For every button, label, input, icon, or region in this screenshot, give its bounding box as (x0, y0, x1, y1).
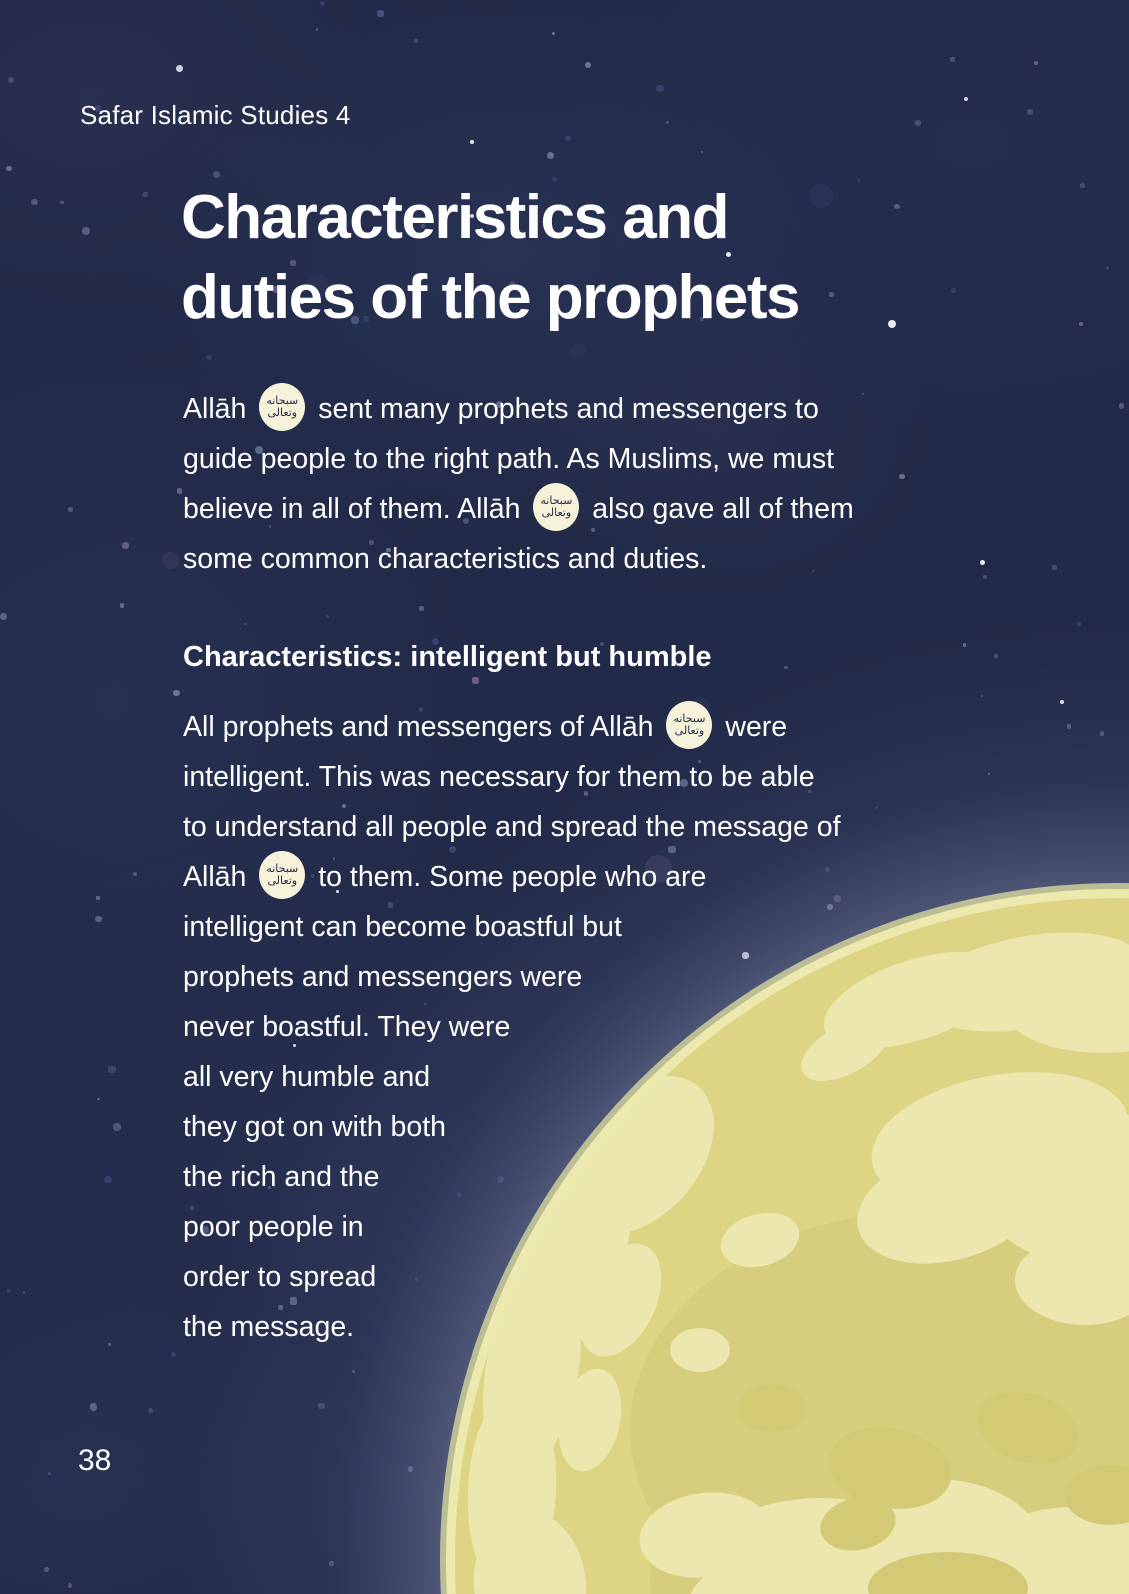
honorific-text-bottom: وتعالى (267, 406, 298, 420)
text-run: guide people to the right path. As Muslims, we must (183, 443, 835, 475)
text-run: all very humble and (183, 1061, 431, 1093)
honorific-subhanahu-wa-taala-icon (533, 483, 579, 531)
section-subheading: Characteristics: intelligent but humble (183, 641, 712, 673)
intro-paragraph (183, 384, 854, 584)
text-run: Allāh (183, 393, 255, 425)
text-run: poor people in (183, 1211, 364, 1243)
text-line (183, 1002, 841, 1052)
text-line (183, 802, 841, 852)
text-run: intelligent. This was necessary for them to be able (183, 761, 815, 793)
text-run: they got on with both (183, 1111, 447, 1143)
page-title-line-2: duties of the prophets (181, 263, 799, 332)
text-run: order to spread (183, 1261, 377, 1293)
text-run: to them. Some people who are (310, 861, 707, 893)
text-run: never boastful. They were (183, 1011, 511, 1043)
honorific-text-bottom: وتعالى (541, 506, 572, 520)
honorific-text-bottom: وتعالى (267, 874, 298, 888)
text-run: sent many prophets and messengers to (310, 393, 819, 425)
body-paragraph (183, 702, 841, 1352)
honorific-text-top: سبحانه (540, 494, 573, 508)
text-line (183, 434, 854, 484)
text-run: prophets and messengers were (183, 961, 583, 993)
text-run: some common characteristics and duties. (183, 543, 708, 575)
text-run: the rich and the (183, 1161, 380, 1193)
page-number: 38 (78, 1444, 112, 1477)
text-line (183, 902, 841, 952)
text-run: intelligent can become boastful but (183, 911, 622, 943)
text-run: believe in all of them. Allāh (183, 493, 529, 525)
text-line (183, 1102, 841, 1152)
text-line (183, 1052, 841, 1102)
book-series-header: Safar Islamic Studies 4 (80, 100, 351, 130)
page-title (181, 178, 799, 338)
honorific-subhanahu-wa-taala-icon (259, 851, 305, 899)
text-line (183, 1252, 841, 1302)
text-line (183, 852, 841, 902)
text-run: All prophets and messengers of Allāh (183, 711, 662, 743)
text-line (183, 1152, 841, 1202)
text-line (183, 534, 854, 584)
text-line (183, 384, 854, 434)
text-line (183, 1202, 841, 1252)
text-line (183, 952, 841, 1002)
text-line (183, 1302, 841, 1352)
honorific-text-top: سبحانه (266, 862, 299, 876)
text-run: were (717, 711, 788, 743)
text-line (183, 484, 854, 534)
text-run: the message. (183, 1311, 355, 1343)
text-run: also gave all of them (584, 493, 854, 525)
honorific-subhanahu-wa-taala-icon (259, 383, 305, 431)
text-line (183, 752, 841, 802)
honorific-subhanahu-wa-taala-icon (666, 701, 712, 749)
text-run: to understand all people and spread the message of (183, 811, 841, 843)
page-title-line-1: Characteristics and (181, 183, 728, 252)
honorific-text-top: سبحانه (673, 712, 706, 726)
honorific-text-bottom: وتعالى (674, 724, 705, 738)
honorific-text-top: سبحانه (266, 394, 299, 408)
text-line (183, 702, 841, 752)
text-run: Allāh (183, 861, 255, 893)
